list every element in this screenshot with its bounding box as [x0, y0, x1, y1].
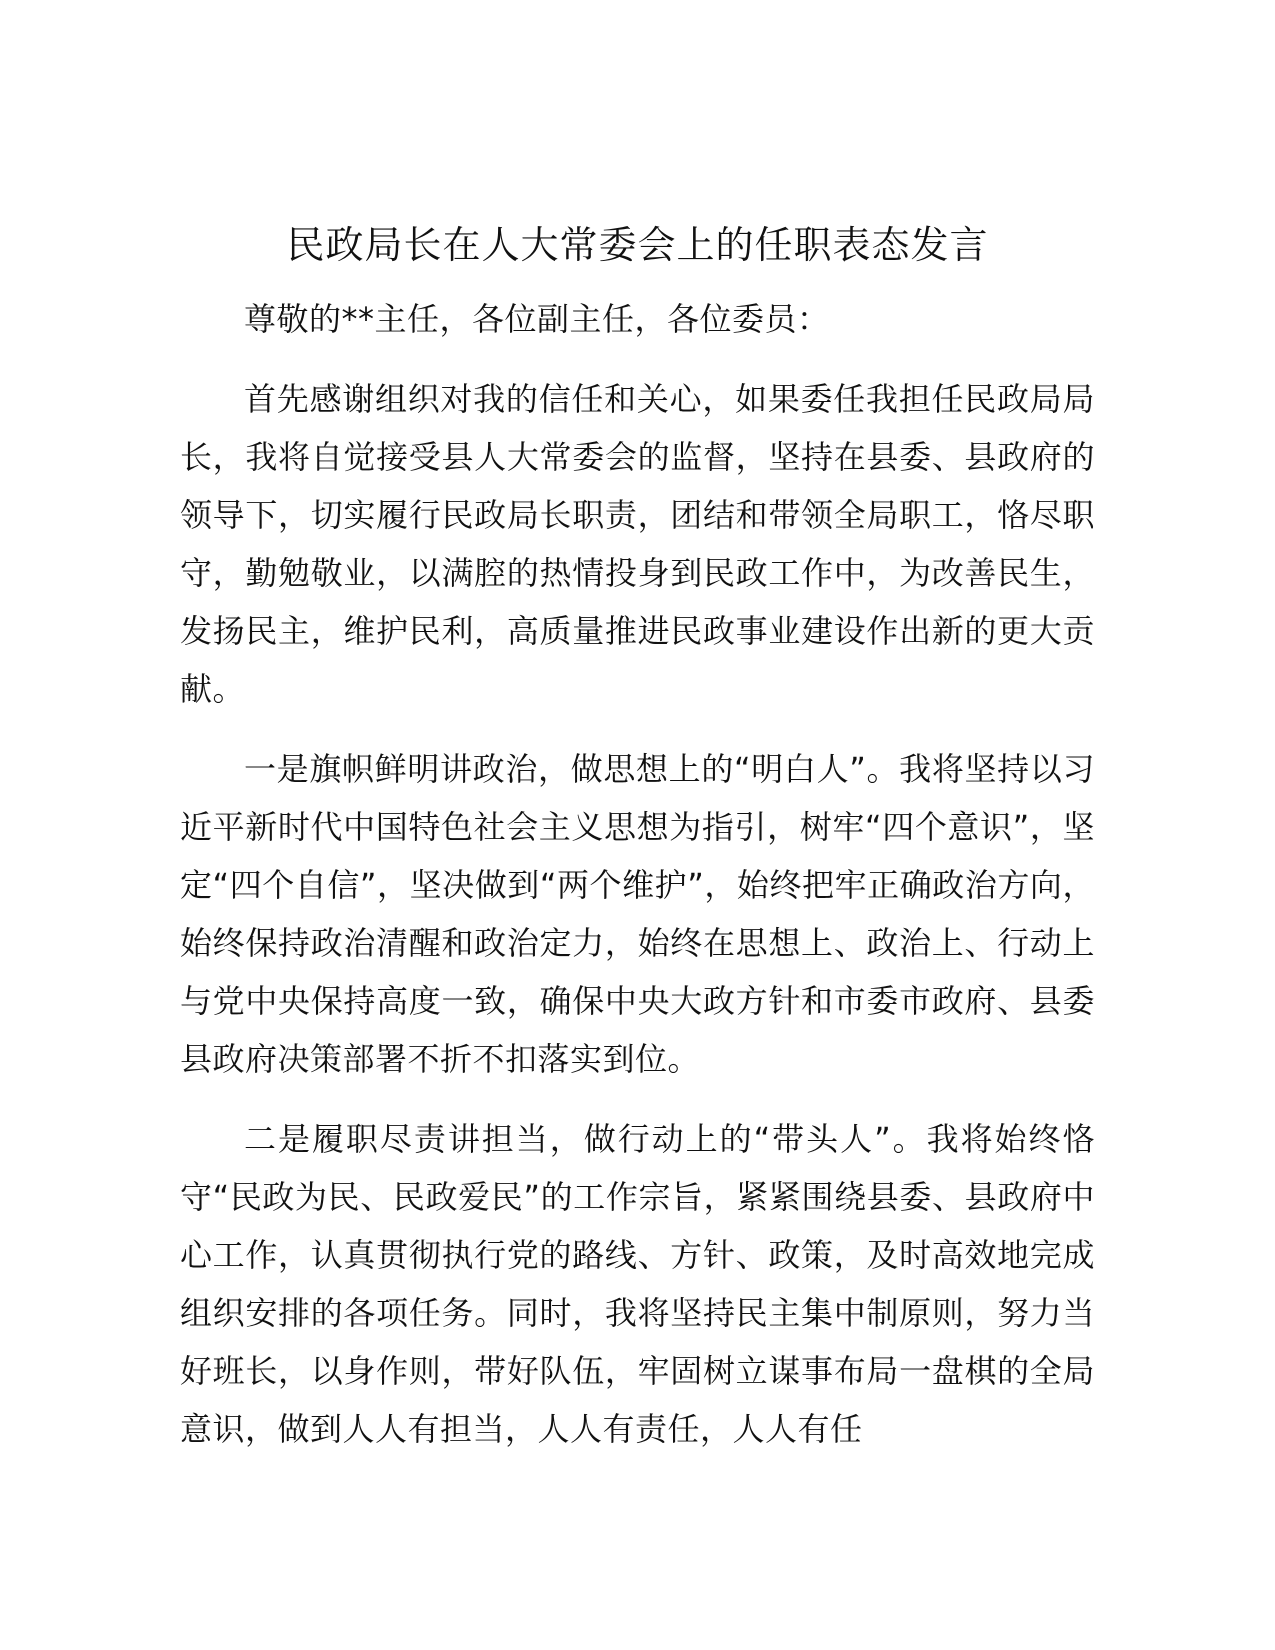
paragraph-intro: 首先感谢组织对我的信任和关心，如果委任我担任民政局局长，我将自觉接受县人大常委会的监督，坚持在县委、县政府的领导下，切实履行民政局长职责，团结和带领全局职工，恪尽职守，勤勉敬业，以满腔的热情投身到民政工作中，为改善民生，发扬民主，维护民利，高质量推进民政事业建设作出新的更大贡献。	[180, 380, 1095, 708]
document-title: 民政局长在人大常委会上的任职表态发言	[286, 223, 989, 267]
paragraph-politics: 一是旗帜鲜明讲政治，做思想上的“明白人”。我将坚持以习近平新时代中国特色社会主义思想为指引，树牢“四个意识”，坚定“四个自信”，坚决做到“两个维护”，始终把牢正确政治方向，始终保持政治清醒和政治定力，始终在思想上、政治上、行动上与党中央保持高度一致，确保中央大政方针和市委市政府、县委县政府决策部署不折不扣落实到位。	[180, 750, 1095, 1078]
paragraph-responsibility: 二是履职尽责讲担当，做行动上的“带头人”。我将始终恪守“民政为民、民政爱民”的工作宗旨，紧紧围绕县委、县政府中心工作，认真贯彻执行党的路线、方针、政策，及时高效地完成组织安排的各项任务。同时，我将坚持民主集中制原则，努力当好班长，以身作则，带好队伍，牢固树立谋事布局一盘棋的全局意识，做到人人有担当，人人有责任，人人有任	[180, 1120, 1095, 1448]
document-body	[180, 290, 1095, 1480]
salutation: 尊敬的**主任，各位副主任，各位委员：	[244, 300, 830, 338]
